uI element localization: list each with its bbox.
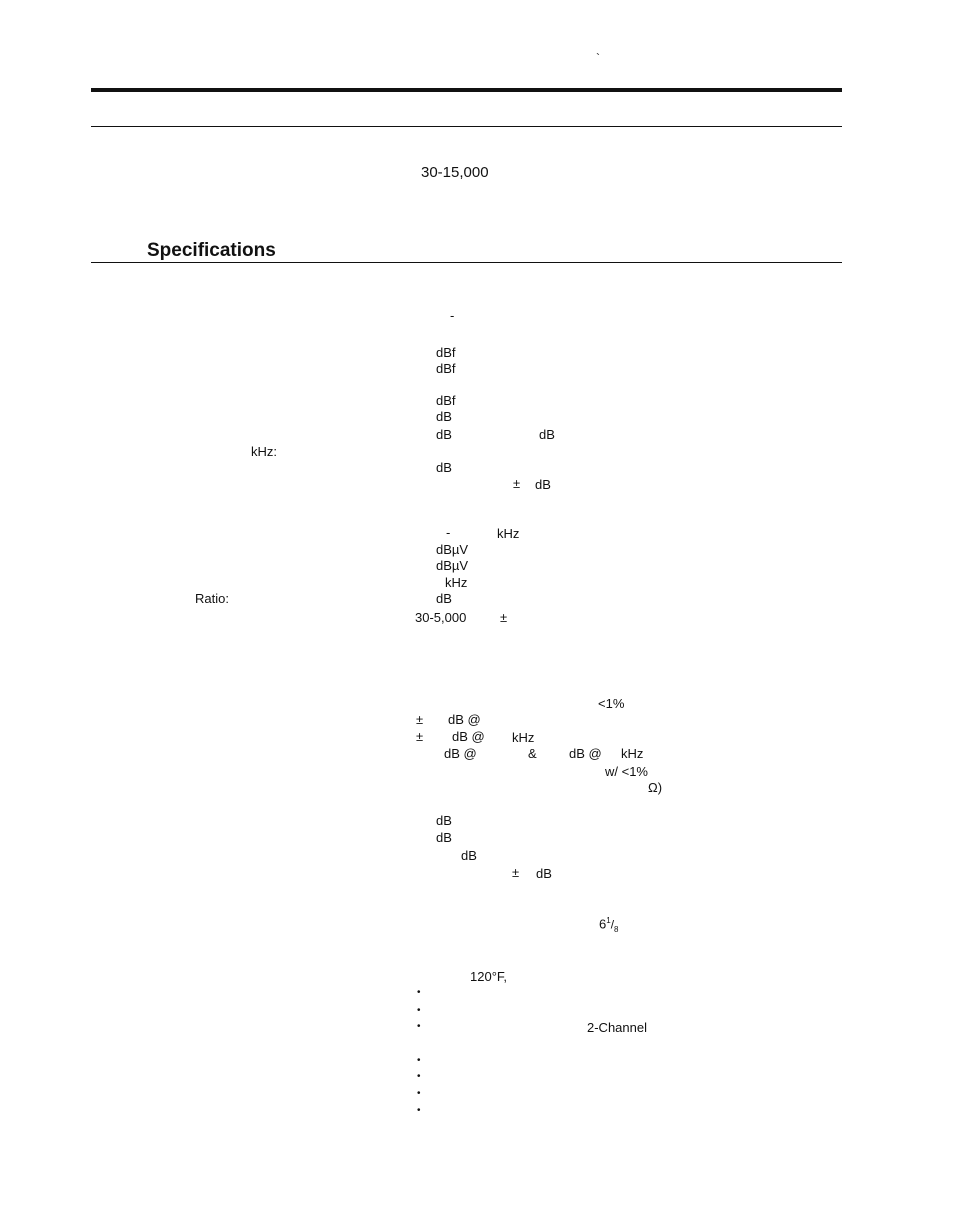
amp-khz-1: kHz (512, 730, 535, 745)
amp-ohm: Ω) (648, 780, 663, 795)
fm-db-4: dB (535, 477, 551, 492)
amp-plus-minus-3: ± (512, 865, 520, 880)
fraction-numerator: 1 (606, 916, 611, 925)
fm-db-1: dB (436, 409, 452, 424)
am-ratio-label: Ratio: (195, 591, 229, 606)
amp-db-2: dB (436, 830, 452, 845)
temperature: 120°F, (470, 969, 508, 984)
bullet-6: • (417, 1088, 421, 1099)
amp-db-at-3: dB @ (444, 746, 477, 761)
am-dash: - (446, 525, 451, 540)
am-khz-2: kHz (445, 575, 468, 590)
bullet-3: • (417, 1021, 421, 1032)
dimension-fraction: $6^1/_8$ (599, 916, 619, 934)
fraction-whole: 6 (599, 916, 607, 932)
fm-db-2a: dB (436, 427, 452, 442)
fm-plus-minus: ± (513, 476, 521, 491)
fm-khz-label: kHz: (251, 444, 277, 459)
am-plus-minus: ± (500, 610, 508, 625)
am-dbuv-1: dBµV (436, 542, 469, 557)
fm-dbf-3: dBf (436, 393, 456, 408)
fm-db-2b: dB (539, 427, 555, 442)
bullet-4: • (417, 1055, 421, 1066)
amp-thd: <1% (598, 696, 625, 711)
amp-db-1: dB (436, 813, 452, 828)
two-channel-text: 2-Channel (587, 1020, 647, 1035)
fraction-denominator: 8 (614, 924, 619, 934)
fm-dbf-2: dBf (436, 361, 456, 376)
section-rule (91, 262, 842, 263)
fm-dbf-1: dBf (436, 345, 456, 360)
am-db: dB (436, 591, 452, 606)
frequency-range-value: 30-15,000 (421, 164, 489, 181)
amp-ampersand: & (528, 746, 537, 761)
amp-plus-minus-1: ± (416, 712, 424, 727)
bullet-5: • (417, 1071, 421, 1082)
section-title: Specifications (147, 240, 276, 261)
am-freq-range: 30-5,000 (415, 610, 467, 625)
top-thin-rule (91, 126, 842, 127)
fm-dash: - (450, 308, 455, 323)
bullet-1: • (417, 987, 421, 998)
am-khz-1: kHz (497, 526, 520, 541)
top-thick-rule (91, 88, 842, 92)
amp-db-3: dB (461, 848, 477, 863)
amp-plus-minus-2: ± (416, 729, 424, 744)
stray-mark: ` (596, 51, 600, 65)
amp-w-thd: w/ <1% (605, 764, 648, 779)
am-dbuv-2: dBµV (436, 558, 469, 573)
amp-khz-2: kHz (621, 746, 644, 761)
bullet-7: • (417, 1105, 421, 1116)
bullet-2: • (417, 1005, 421, 1016)
amp-db-at-1: dB @ (448, 712, 481, 727)
amp-db-4: dB (536, 866, 552, 881)
amp-db-at-4: dB @ (569, 746, 602, 761)
fm-db-3: dB (436, 460, 452, 475)
amp-db-at-2: dB @ (452, 729, 485, 744)
